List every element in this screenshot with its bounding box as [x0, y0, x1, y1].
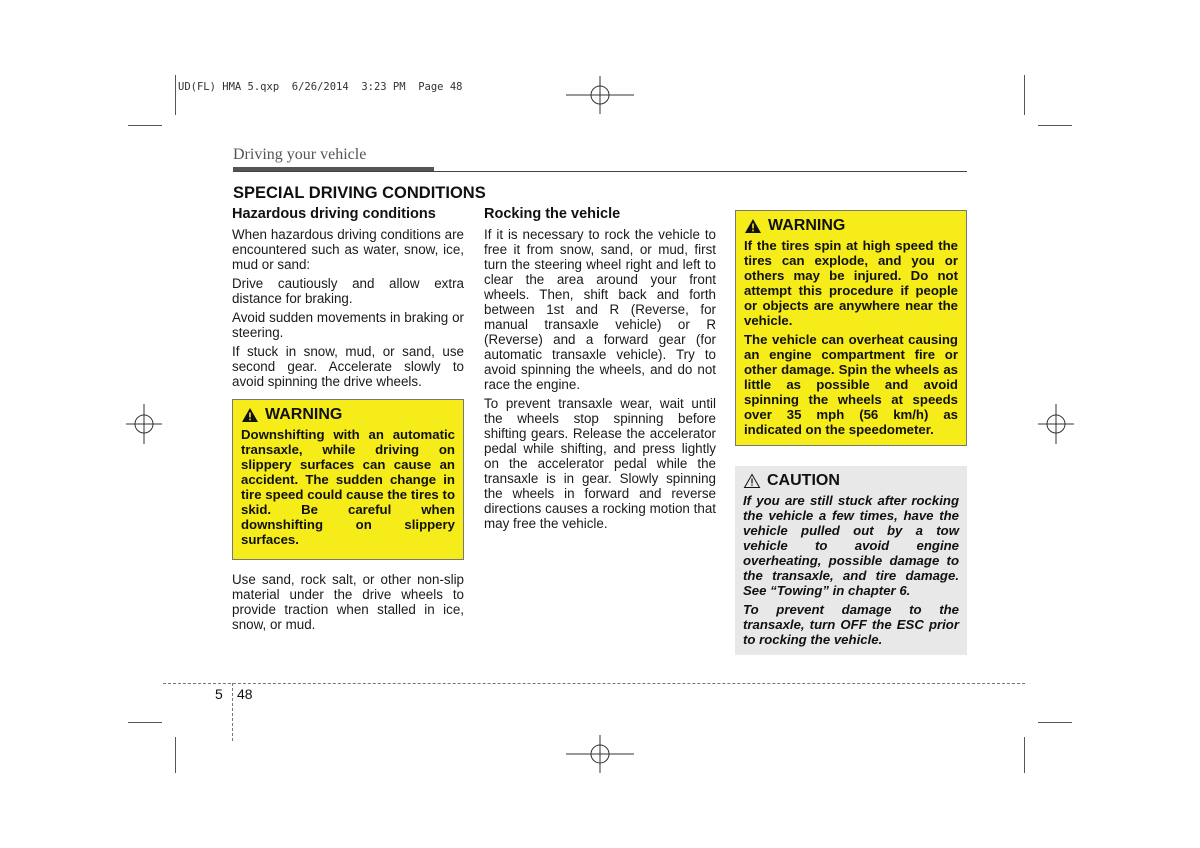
warning-title-row — [744, 217, 958, 235]
paragraph: To prevent transaxle wear, wait until the wheels stop spinning before shifting gears. Release the accelerator pedal while shifting, and press lightly on the accelerator pedal while the transaxle is in gear. Slowly spinning the wheels in forward and reverse directions causes a rocking motion that may free the vehicle. — [484, 396, 716, 531]
registration-mark-icon — [1038, 404, 1074, 444]
caution-title-row — [743, 472, 959, 490]
caution-title: CAUTION — [767, 472, 840, 489]
column-right — [735, 210, 967, 655]
warning-title: WARNING — [265, 406, 343, 423]
paragraph: If stuck in snow, mud, or sand, use second gear. Accelerate slowly to avoid spinning the drive wheels. — [232, 344, 464, 389]
warning-text: The vehicle can overheat causing an engine compartment fire or other damage. Spin the wheels as little as possible and avoid spinning the wheels at speeds over 35 mph (56 km/h) as indicated on the speedometer. — [744, 332, 958, 437]
crop-mark — [128, 125, 162, 126]
paragraph: Use sand, rock salt, or other non-slip material under the drive wheels to provide traction when stalled in ice, snow, or mud. — [232, 572, 464, 632]
warning-icon — [744, 218, 762, 234]
registration-mark-icon — [566, 735, 634, 773]
section-name: Driving your vehicle — [233, 146, 367, 163]
warning-title-row — [241, 406, 455, 424]
crop-mark — [1024, 737, 1025, 773]
paragraph: Drive cautiously and allow extra distance for braking. — [232, 276, 464, 306]
crop-mark — [1038, 125, 1072, 126]
caution-icon — [743, 473, 761, 489]
caution-text: If you are still stuck after rocking the vehicle a few times, have the vehicle pulled out by a tow vehicle to avoid engine overheating, possible damage to the transaxle, and tire damage. See “Towing” in chapter 6. — [743, 493, 959, 598]
paragraph: When hazardous driving conditions are encountered such as water, snow, ice, mud or sand: — [232, 227, 464, 272]
crop-mark — [1024, 75, 1025, 115]
caution-text: To prevent damage to the transaxle, turn OFF the ESC prior to rocking the vehicle. — [743, 602, 959, 647]
paragraph: Avoid sudden movements in braking or steering. — [232, 310, 464, 340]
warning-box-downshifting — [232, 399, 464, 560]
warning-text: If the tires spin at high speed the tires can explode, and you or others may be injured. Do not attempt this procedure if people or objects are anywhere near the vehicle. — [744, 238, 958, 328]
warning-icon — [241, 407, 259, 423]
heading-rocking-vehicle: Rocking the vehicle — [484, 206, 621, 222]
heading-hazardous-driving: Hazardous driving conditions — [232, 206, 436, 222]
header-rule — [233, 171, 967, 172]
warning-title: WARNING — [768, 217, 846, 234]
caution-box — [735, 466, 967, 655]
registration-mark-icon — [126, 404, 162, 444]
warning-text: Downshifting with an automatic transaxle, while driving on slippery surfaces can cause an accident. The sudden change in tire speed could cause the tires to skid. Be careful when downshifting on slippery surfaces. — [241, 427, 455, 547]
column-middle — [484, 206, 716, 535]
paragraph: If it is necessary to rock the vehicle to free it from snow, sand, or mud, first turn the steering wheel right and left to clear the area around your front wheels. Then, shift back and forth between 1st and R (Reverse, for manual transaxle vehicle) or R (Reverse) and a forward gear (for automatic transaxle vehicle). Try to avoid spinning the wheels, and do not race the engine. — [484, 227, 716, 392]
column-left — [232, 206, 464, 636]
page-number: 48 — [237, 686, 253, 702]
footer-rule — [163, 683, 1025, 684]
footer-divider — [232, 683, 233, 741]
registration-mark-icon — [566, 76, 634, 114]
page-title: SPECIAL DRIVING CONDITIONS — [233, 184, 486, 202]
print-slug: UD(FL) HMA 5.qxp 6/26/2014 3:23 PM Page 48 — [178, 81, 463, 93]
crop-mark — [1038, 722, 1072, 723]
chapter-number: 5 — [215, 686, 223, 702]
warning-box-tires — [735, 210, 967, 446]
crop-mark — [175, 737, 176, 773]
crop-mark — [128, 722, 162, 723]
crop-mark — [175, 75, 176, 115]
